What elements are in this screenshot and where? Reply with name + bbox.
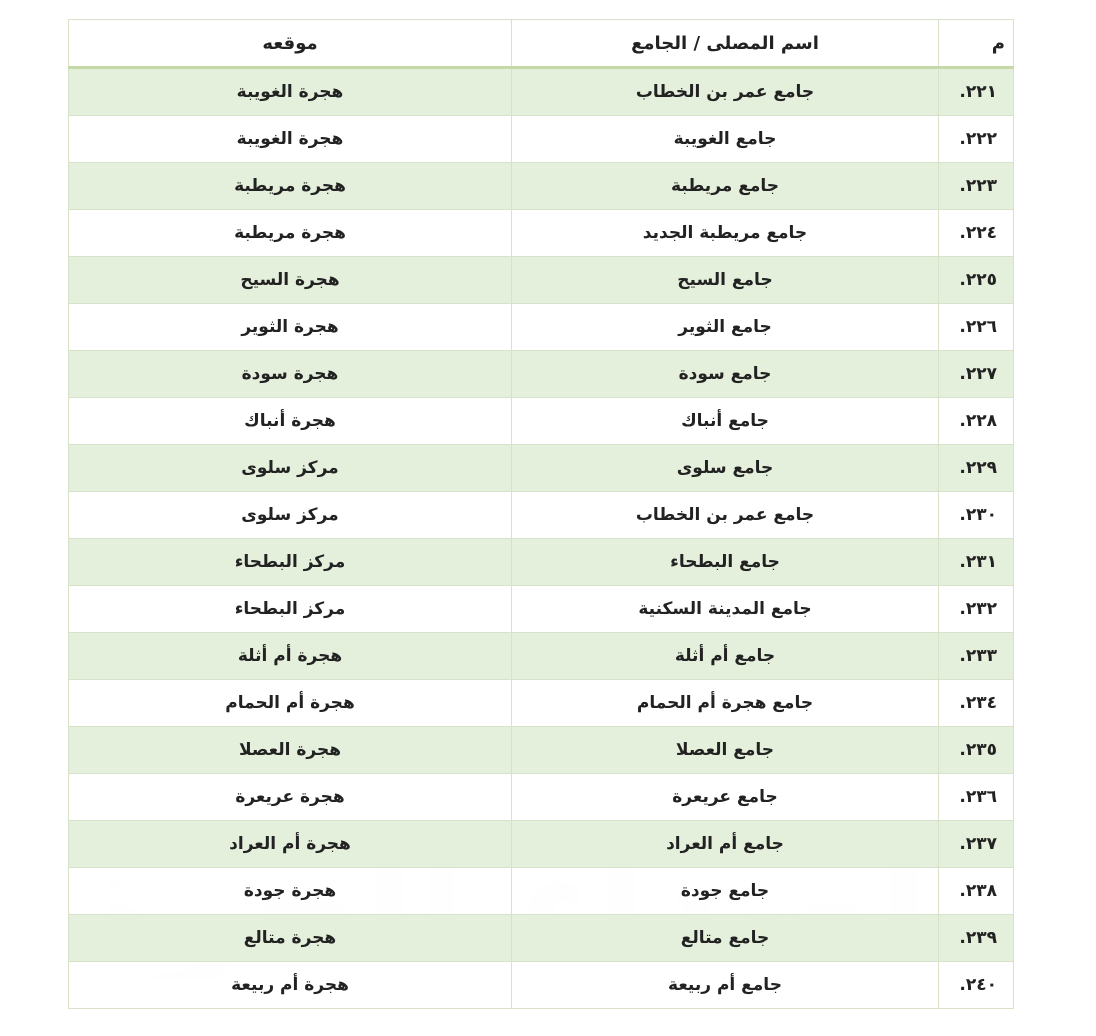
table-row	[69, 915, 1014, 962]
mosque-location: هجرة متالع	[69, 915, 512, 962]
table-row	[69, 445, 1014, 492]
row-number: ٢٢٨.	[939, 398, 1014, 445]
mosque-location: هجرة جودة	[69, 868, 512, 915]
header-location: موقعه	[69, 20, 512, 68]
mosque-location: هجرة الغويبة	[69, 68, 512, 116]
mosque-location: هجرة الثوير	[69, 304, 512, 351]
row-number: ٢٢٦.	[939, 304, 1014, 351]
header-row	[69, 20, 1014, 68]
row-number: ٢٢١.	[939, 68, 1014, 116]
mosque-name: جامع عريعرة	[512, 774, 939, 821]
table-row	[69, 210, 1014, 257]
table-row	[69, 962, 1014, 1009]
table-row	[69, 727, 1014, 774]
mosque-location: هجرة سودة	[69, 351, 512, 398]
mosque-name: جامع أم أثلة	[512, 633, 939, 680]
mosques-table	[68, 19, 1014, 1009]
table-row	[69, 257, 1014, 304]
mosque-name: جامع الثوير	[512, 304, 939, 351]
mosque-location: هجرة أم العراد	[69, 821, 512, 868]
mosque-name: جامع السيح	[512, 257, 939, 304]
row-number: ٢٣٠.	[939, 492, 1014, 539]
mosque-location: هجرة عريعرة	[69, 774, 512, 821]
table-row	[69, 304, 1014, 351]
mosque-location: هجرة مريطبة	[69, 163, 512, 210]
table-row	[69, 680, 1014, 727]
row-number: ٢٣٥.	[939, 727, 1014, 774]
row-number: ٢٢٧.	[939, 351, 1014, 398]
mosque-name: جامع سلوى	[512, 445, 939, 492]
mosque-location: هجرة أم الحمام	[69, 680, 512, 727]
mosque-name: جامع عمر بن الخطاب	[512, 492, 939, 539]
mosque-name: جامع البطحاء	[512, 539, 939, 586]
row-number: ٢٢٢.	[939, 116, 1014, 163]
mosque-name: جامع هجرة أم الحمام	[512, 680, 939, 727]
row-number: ٢٤٠.	[939, 962, 1014, 1009]
mosque-name: جامع المدينة السكنية	[512, 586, 939, 633]
table-row	[69, 774, 1014, 821]
row-number: ٢٢٤.	[939, 210, 1014, 257]
mosque-location: هجرة السيح	[69, 257, 512, 304]
mosque-location: مركز سلوى	[69, 445, 512, 492]
table-row	[69, 633, 1014, 680]
row-number: ٢٣١.	[939, 539, 1014, 586]
table-row	[69, 116, 1014, 163]
row-number: ٢٣٦.	[939, 774, 1014, 821]
row-number: ٢٣٢.	[939, 586, 1014, 633]
mosque-name: جامع جودة	[512, 868, 939, 915]
mosque-name: جامع متالع	[512, 915, 939, 962]
mosque-location: هجرة أم ربيعة	[69, 962, 512, 1009]
table-row	[69, 821, 1014, 868]
table-row	[69, 68, 1014, 116]
row-number: ٢٢٥.	[939, 257, 1014, 304]
mosque-name: جامع أم العراد	[512, 821, 939, 868]
table-body	[69, 68, 1014, 1009]
mosque-name: جامع عمر بن الخطاب	[512, 68, 939, 116]
table-row	[69, 351, 1014, 398]
mosque-name: جامع العصلا	[512, 727, 939, 774]
table-row	[69, 492, 1014, 539]
mosque-location: مركز البطحاء	[69, 539, 512, 586]
table-row	[69, 539, 1014, 586]
row-number: ٢٢٩.	[939, 445, 1014, 492]
mosque-name: جامع مريطبة	[512, 163, 939, 210]
table-row	[69, 163, 1014, 210]
header-mosque-name: اسم المصلى / الجامع	[512, 20, 939, 68]
table-header	[69, 20, 1014, 68]
mosque-location: هجرة العصلا	[69, 727, 512, 774]
header-number: م	[939, 20, 1014, 68]
table-row	[69, 868, 1014, 915]
mosque-location: مركز البطحاء	[69, 586, 512, 633]
row-number: ٢٣٩.	[939, 915, 1014, 962]
mosque-name: جامع أم ربيعة	[512, 962, 939, 1009]
row-number: ٢٣٧.	[939, 821, 1014, 868]
row-number: ٢٣٨.	[939, 868, 1014, 915]
row-number: ٢٣٣.	[939, 633, 1014, 680]
mosque-name: جامع أنباك	[512, 398, 939, 445]
mosque-name: جامع مريطبة الجديد	[512, 210, 939, 257]
mosque-location: هجرة مريطبة	[69, 210, 512, 257]
mosque-name: جامع الغويبة	[512, 116, 939, 163]
table-row	[69, 586, 1014, 633]
mosque-name: جامع سودة	[512, 351, 939, 398]
mosque-location: هجرة الغويبة	[69, 116, 512, 163]
table-row	[69, 398, 1014, 445]
mosque-location: هجرة أم أثلة	[69, 633, 512, 680]
mosque-location: هجرة أنباك	[69, 398, 512, 445]
mosque-location: مركز سلوى	[69, 492, 512, 539]
row-number: ٢٢٣.	[939, 163, 1014, 210]
row-number: ٢٣٤.	[939, 680, 1014, 727]
